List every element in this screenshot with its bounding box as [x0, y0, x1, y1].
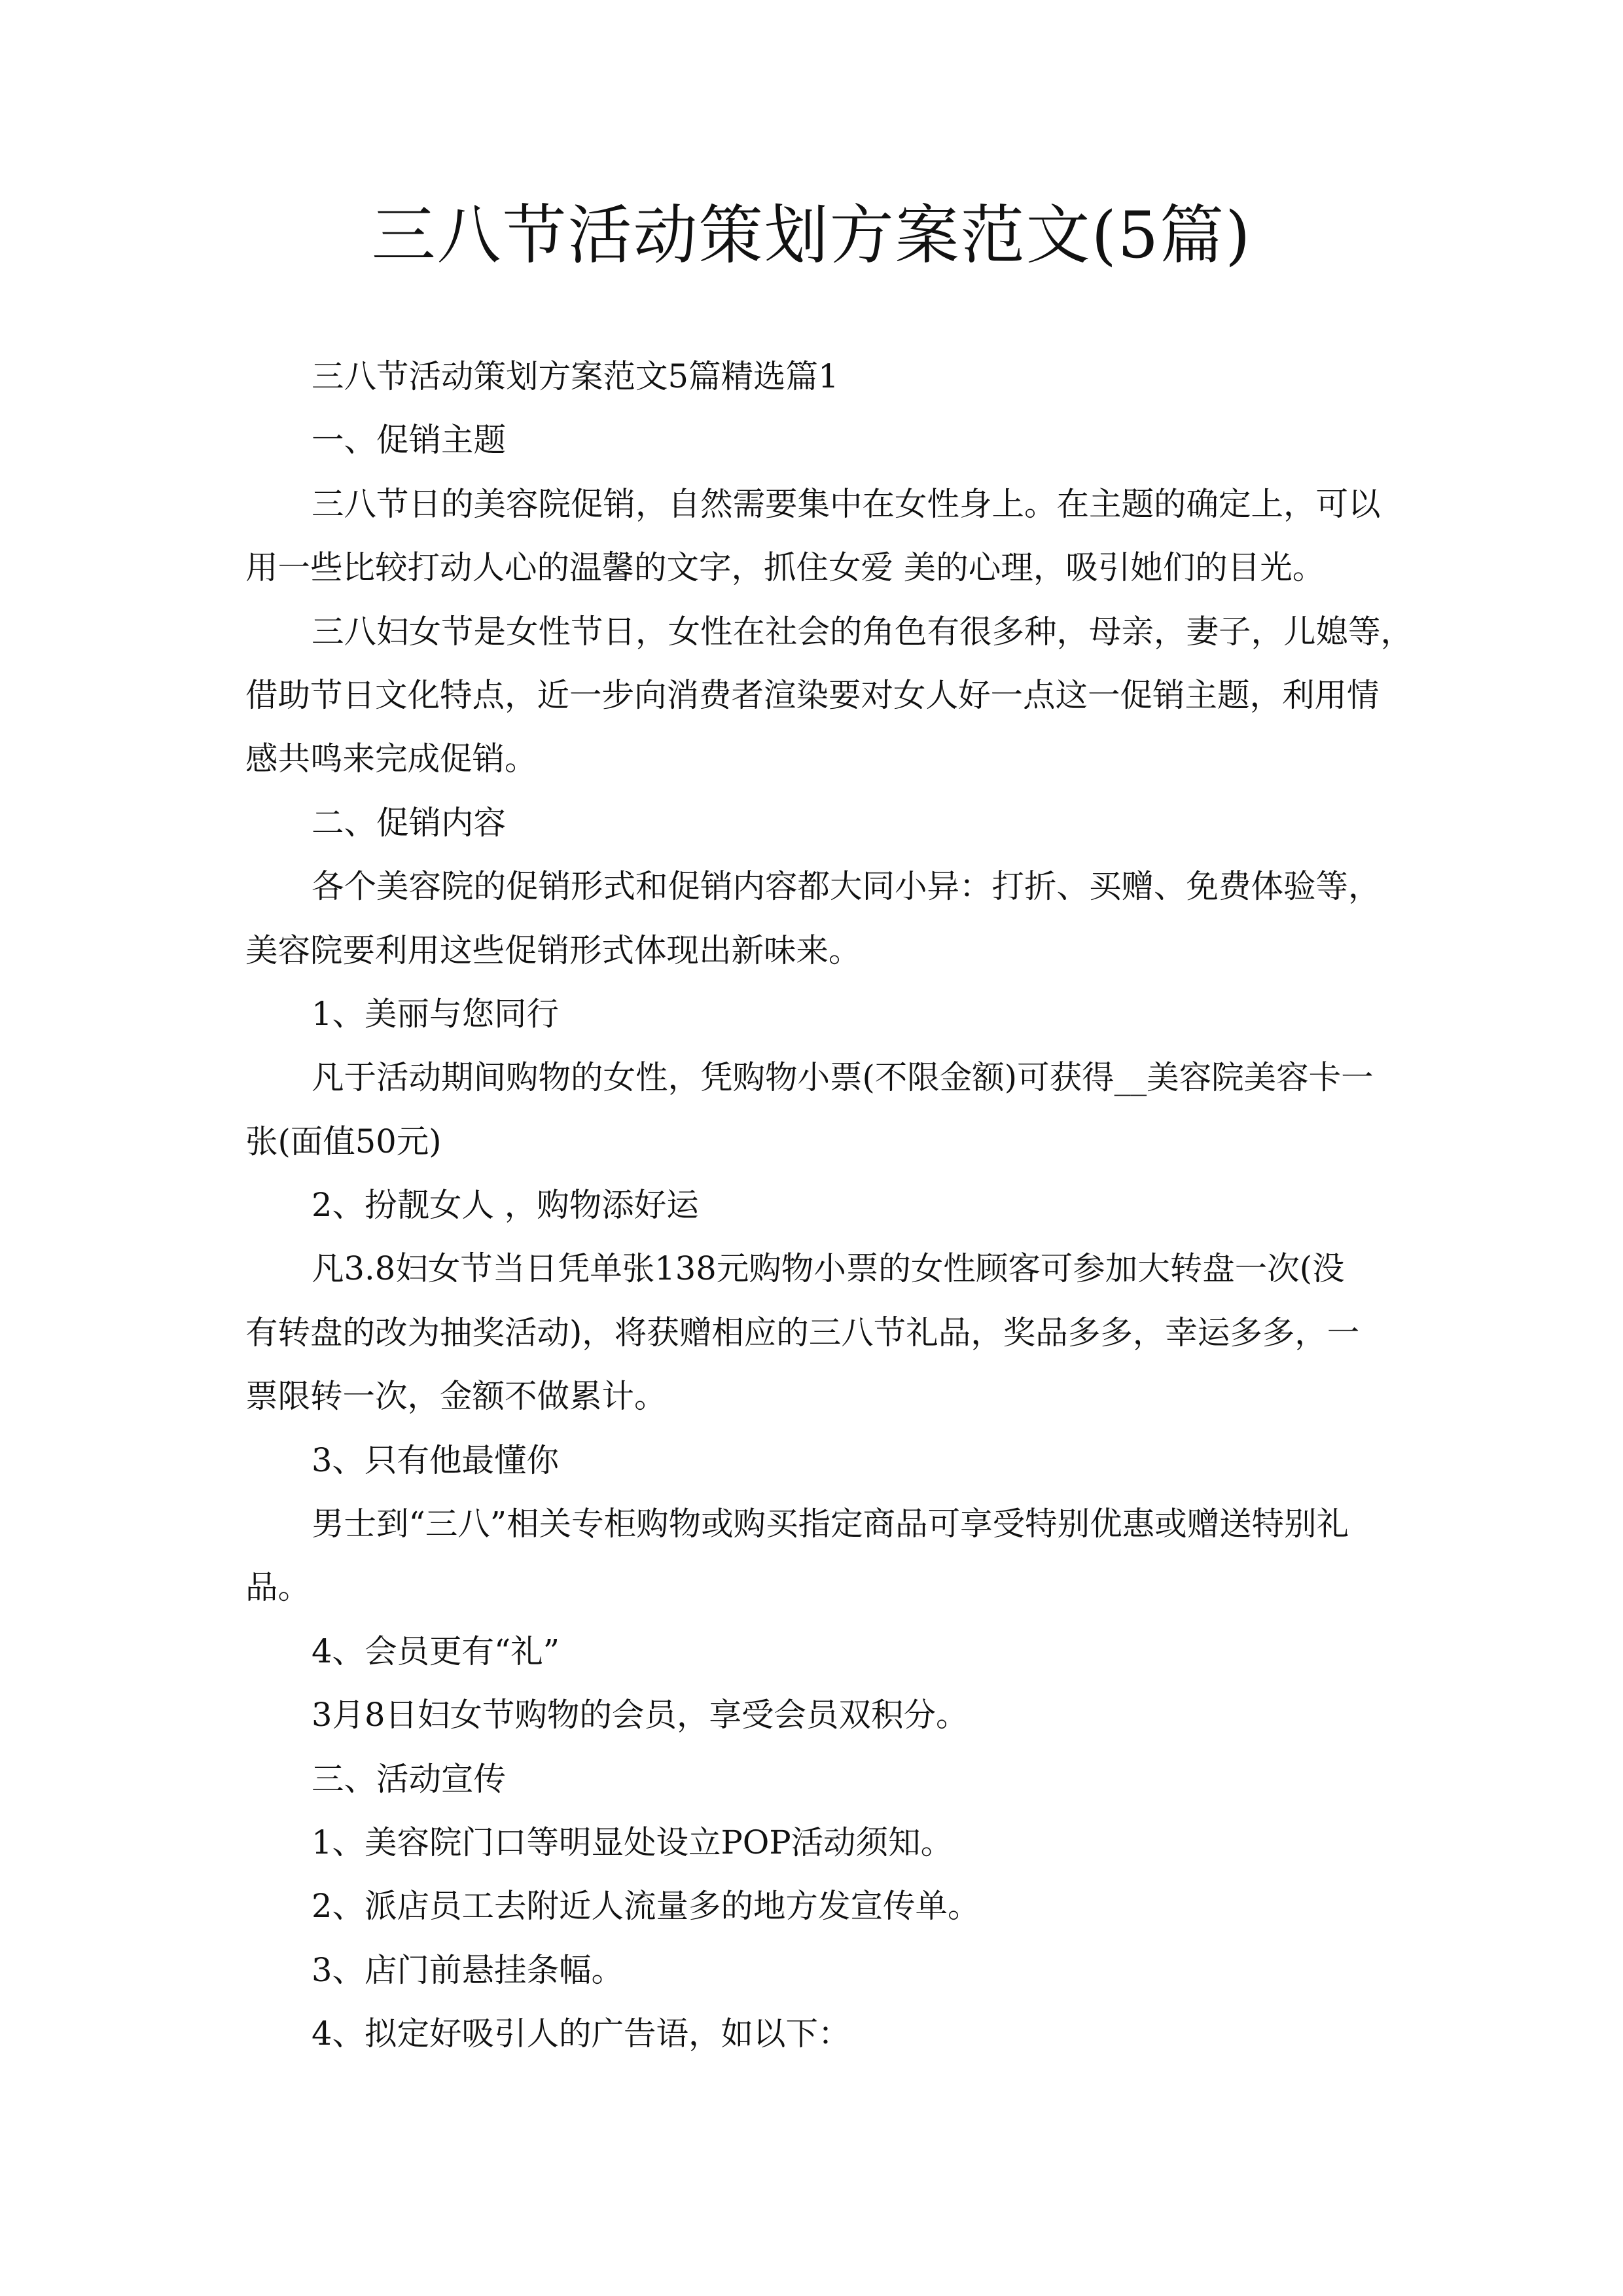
text-line: 三八节日的美容院促销，自然需要集中在女性身上。在主题的确定上，可以	[312, 484, 1381, 523]
text-line: 3、店门前悬挂条幅。	[312, 1950, 624, 1989]
text-line: 借助节日文化特点，近一步向消费者渲染要对女人好一点这一促销主题，利用情	[245, 675, 1380, 714]
text-line: 一、促销主题	[312, 421, 506, 459]
text-line: 3、只有他最懂你	[312, 1441, 559, 1479]
text-line: 3月8日妇女节购物的会员，享受会员双积分。	[312, 1696, 969, 1734]
text-line: 凡3.8妇女节当日凭单张138元购物小票的女性顾客可参加大转盘一次(没	[312, 1249, 1345, 1288]
text-line: 美容院要利用这些促销形式体现出新味来。	[245, 931, 861, 969]
text-line: 三八节活动策划方案范文5篇精选篇1	[312, 357, 839, 395]
text-line: 4、会员更有“礼”	[312, 1632, 560, 1670]
text-line: 凡于活动期间购物的女性，凭购物小票(不限金额)可获得__美容院美容卡一	[312, 1058, 1374, 1097]
document-title: 三八节活动策划方案范文(5篇)	[371, 198, 1252, 273]
text-line: 三八妇女节是女性节日，女性在社会的角色有很多种，母亲，妻子，儿媳等，	[312, 612, 1413, 651]
text-line: 品。	[245, 1568, 310, 1607]
text-line: 张(面值50元)	[245, 1122, 442, 1160]
text-line: 用一些比较打动人心的温馨的文字，抓住女爱 美的心理，吸引她们的目光。	[245, 548, 1325, 587]
text-line: 男士到“三八”相关专柜购物或购买指定商品可享受特别优惠或赠送特别礼	[312, 1505, 1349, 1543]
document-body	[245, 345, 1413, 2066]
text-line: 各个美容院的促销形式和促销内容都大同小异：打折、买赠、免费体验等，	[312, 867, 1381, 906]
text-line: 票限转一次，金额不做累计。	[245, 1377, 667, 1416]
text-line: 1、美丽与您同行	[312, 994, 559, 1033]
text-line: 2、派店员工去附近人流量多的地方发宣传单。	[312, 1887, 980, 1926]
text-line: 4、拟定好吸引人的广告语，如以下：	[312, 2015, 851, 2053]
text-line: 感共鸣来完成促销。	[245, 740, 537, 778]
text-line: 三、活动宣传	[312, 1759, 506, 1798]
text-line: 1、美容院门口等明显处设立POP活动须知。	[312, 1823, 954, 1861]
text-line: 有转盘的改为抽奖活动)，将获赠相应的三八节礼品，奖品多多，幸运多多，一	[245, 1313, 1360, 1352]
text-line: 二、促销内容	[312, 803, 506, 842]
text-line: 2、扮靓女人 ，购物添好运	[312, 1186, 699, 1225]
